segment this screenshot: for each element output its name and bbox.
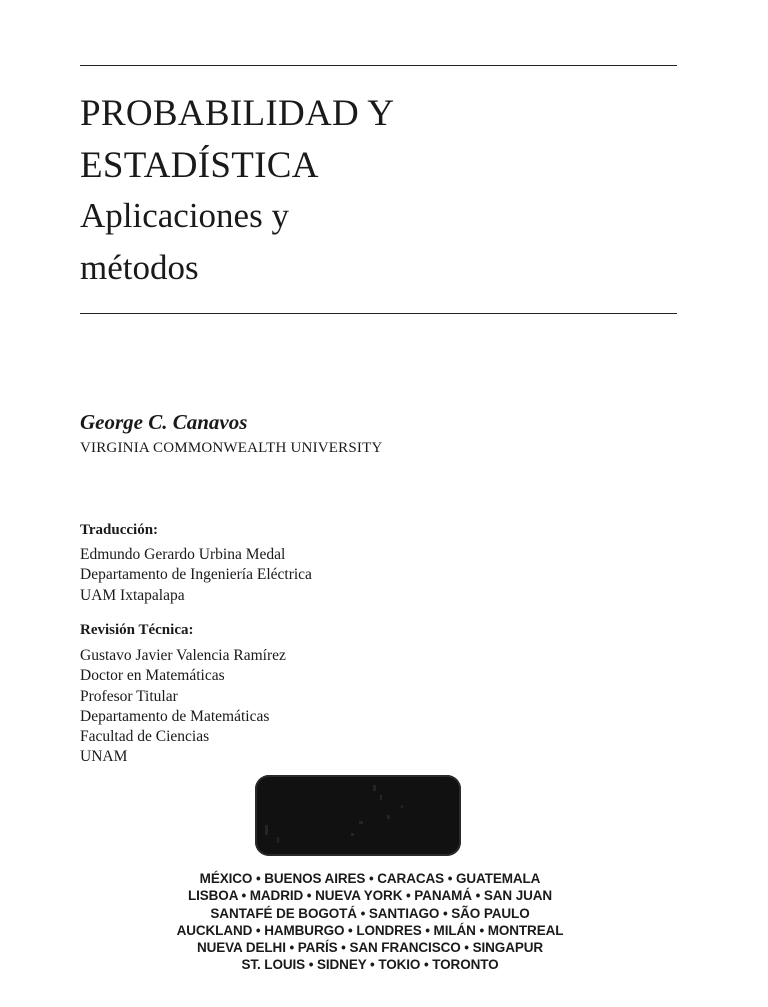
cities-line: ST. LOUIS • SIDNEY • TOKIO • TORONTO <box>241 957 499 973</box>
author-affiliation: VIRGINIA COMMONWEALTH UNIVERSITY <box>80 440 383 456</box>
book-subtitle-line-2: métodos <box>80 248 199 287</box>
publisher-logo <box>255 775 461 856</box>
top-rule <box>80 65 677 66</box>
publisher-cities <box>120 870 620 974</box>
credit-line: Doctor en Matemáticas <box>80 667 225 685</box>
technical-review-heading: Revisión Técnica: <box>80 622 194 638</box>
translation-heading: Traducción: <box>80 522 159 538</box>
publisher-logo-texture <box>255 775 461 856</box>
credit-line: Facultad de Ciencias <box>80 728 210 746</box>
credit-line: Gustavo Javier Valencia Ramírez <box>80 647 286 664</box>
credit-line: UAM Ixtapalapa <box>80 586 185 604</box>
credit-line: Edmundo Gerardo Urbina Medal <box>80 546 286 563</box>
book-title-line-2: ESTADÍSTICA <box>80 145 319 186</box>
book-subtitle-line-1: Aplicaciones y <box>80 196 289 235</box>
bottom-rule <box>80 313 677 314</box>
credit-line: UNAM <box>80 748 128 766</box>
credit-line: Profesor Titular <box>80 687 178 705</box>
credit-line: Departamento de Ingeniería Eléctrica <box>80 566 312 584</box>
translation-credits <box>80 545 312 606</box>
cities-line: AUCKLAND • HAMBURGO • LONDRES • MILÁN • MONTREAL <box>176 922 564 938</box>
cities-line: MÉXICO • BUENOS AIRES • CARACAS • GUATEMALA <box>199 871 541 886</box>
technical-review-credits <box>80 646 286 768</box>
book-title-line-1: PROBABILIDAD Y <box>80 93 395 134</box>
cities-line: NUEVA DELHI • PARÍS • SAN FRANCISCO • SINGAPUR <box>196 940 544 956</box>
credit-line: Departamento de Matemáticas <box>80 707 270 725</box>
cities-line: SANTAFÉ DE BOGOTÁ • SANTIAGO • SÃO PAULO <box>210 905 530 921</box>
author-name: George C. Canavos <box>80 410 248 434</box>
cities-line: LISBOA • MADRID • NUEVA YORK • PANAMÁ • SAN JUAN <box>187 888 553 904</box>
